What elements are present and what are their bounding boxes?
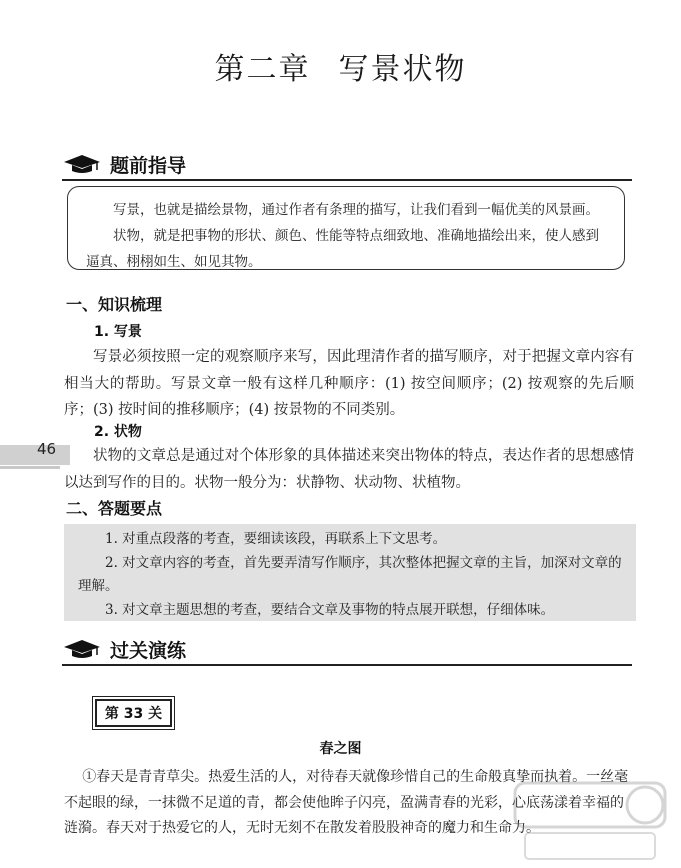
- guide-paragraph: 状物，就是把事物的形状、颜色、性能等特点细致地、准确地描绘出来，使人感到逼真、栩栩如生、如见其物。: [86, 228, 599, 270]
- tips-box: [64, 524, 636, 621]
- sub-heading-object: 2. 状物: [94, 424, 142, 440]
- chapter-name: 写景状物: [338, 52, 467, 87]
- divider: [62, 664, 632, 666]
- divider: [62, 179, 632, 181]
- tips-heading: 二、答题要点: [66, 499, 163, 518]
- graduation-cap-icon: [62, 638, 102, 660]
- practice-heading: [62, 634, 186, 664]
- guide-paragraph: 写景，也就是描绘景物，通过作者有条理的描写，让我们看到一幅优美的风景画。: [113, 202, 599, 218]
- knowledge-heading: 一、知识梳理: [66, 295, 163, 314]
- object-text-block: [64, 443, 634, 496]
- page-tab-line: [0, 466, 60, 469]
- object-paragraph: 状物的文章总是通过对个体形象的具体描述来突出物体的特点，表达作者的思想感情以达到写作的目的。状物一般分为：状静物、状动物、状植物。: [64, 448, 634, 491]
- chapter-title: [0, 44, 681, 88]
- tip-item: 2. 对文章内容的考查，首先要弄清写作顺序，其次整体把握文章的主旨，加深对文章的理解。: [78, 554, 622, 594]
- guide-heading-label: 题前指导: [110, 154, 187, 177]
- sub-heading-scenery: 1. 写景: [94, 324, 142, 340]
- essay-paragraph: ①春天是青青草尖。热爱生活的人，对待春天就像珍惜自己的生命般真挚而执着。一丝毫不起眼的绿，一抹微不足道的青，都会使他眸子闪亮，盈满青春的光彩，心底荡漾着幸福的涟漪。春天对于热爱它的人，无时无刻不在散发着股股神奇的魔力和生命力。: [64, 769, 629, 836]
- level-badge: 第 33 关: [95, 699, 172, 727]
- guide-box: [67, 186, 625, 270]
- tip-item: 3. 对文章主题思想的考查，要结合文章及事物的特点展开联想，仔细体味。: [105, 601, 555, 618]
- tip-item: 1. 对重点段落的考查，要细读该段，再联系上下文思考。: [105, 531, 447, 547]
- essay-title: 春之图: [319, 741, 362, 757]
- scenery-paragraph: 写景必须按照一定的观察顺序来写，因此理清作者的描写顺序，对于把握文章内容有相当大的帮助。写景文章一般有这样几种顺序：(1) 按空间顺序；(2) 按观察的先后顺序；(3) 按时间的推移顺序；(4) 按景物的不同类别。: [64, 349, 634, 418]
- page-number: 46: [37, 440, 57, 458]
- watermark-logo: [505, 775, 675, 865]
- graduation-cap-icon: [62, 153, 102, 175]
- page-tab: [0, 445, 70, 465]
- guide-heading: [62, 149, 186, 179]
- practice-heading-label: 过关演练: [110, 639, 187, 662]
- scenery-text-block: [64, 344, 634, 424]
- chapter-number: 第二章: [214, 52, 311, 87]
